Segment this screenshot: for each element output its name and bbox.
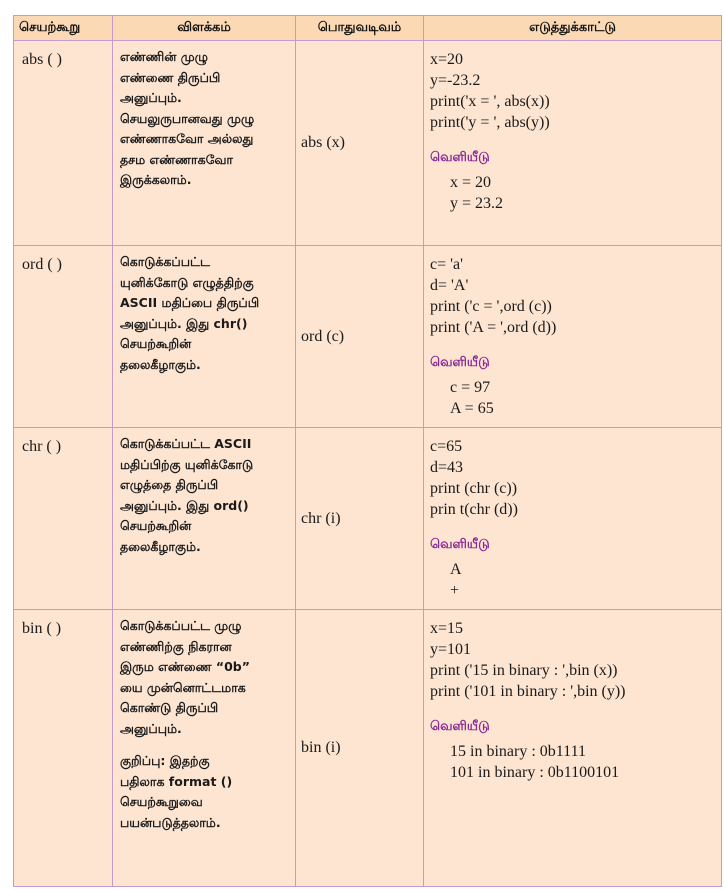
description-line: செயற்கூறின் [120, 518, 192, 533]
output-label: வெளியீடு [430, 537, 490, 552]
description-line: கொடுக்கப்பட்ட ASCII [120, 436, 252, 451]
note-line: பயன்படுத்தலாம். [120, 814, 221, 830]
output-line: 101 in binary : 0b1100101 [450, 764, 620, 781]
note-line: பதிலாக format () [120, 773, 233, 789]
example-cell [424, 428, 722, 610]
code-line: print ('c = ',ord (c)) [430, 298, 552, 315]
description-line: கொண்டு திருப்பி [120, 700, 219, 715]
description-cell [113, 428, 296, 610]
description-line: யை முன்னொட்டமாக [120, 679, 246, 695]
description-line: யுனிக்கோடு எழுத்திற்கு [120, 274, 254, 290]
description-line: எண்ணிற்கு நிகரான [120, 638, 232, 654]
code-line: x=20 [430, 51, 464, 68]
function-name-cell: chr ( ) [14, 428, 113, 610]
description-line: இருக்கலாம். [120, 172, 192, 187]
note-line: செயற்கூறுவை [120, 794, 203, 809]
output-line: x = 20 [450, 174, 492, 191]
output-label: வெளியீடு [430, 719, 490, 734]
code-line: print('x = ', abs(x)) [430, 93, 550, 110]
code-line: d= 'A' [430, 277, 469, 294]
description-line: அனுப்பும். [120, 90, 182, 105]
description-line: ASCII மதிப்பை திருப்பி [120, 295, 260, 310]
header-description: விளக்கம் [113, 16, 296, 41]
table-row [14, 428, 722, 610]
description-line: எழுத்தை திருப்பி [120, 477, 219, 492]
code-line: y=-23.2 [430, 72, 481, 89]
code-line: c= 'a' [430, 256, 463, 273]
description-line: எண்ணை திருப்பி [120, 69, 221, 85]
syntax-cell: ord (c) [296, 246, 424, 428]
output-line: + [450, 582, 460, 599]
example-cell [424, 246, 722, 428]
description-line: கொடுக்கப்பட்ட முழு [120, 618, 242, 633]
output-line: y = 23.2 [450, 195, 504, 212]
header-row [14, 16, 722, 41]
code-line: prin t(chr (d)) [430, 501, 518, 518]
function-name-cell: ord ( ) [14, 246, 113, 428]
description-line: அனுப்பும். இது chr() [120, 315, 248, 331]
header-function: செயற்கூறு [14, 16, 113, 41]
code-line: x=15 [430, 620, 464, 637]
code-line: d=43 [430, 459, 464, 476]
header-syntax: பொதுவடிவம் [296, 16, 424, 41]
description-line: எண்ணாகவோ அல்லது [120, 131, 254, 146]
description-line: அனுப்பும். இது ord() [120, 497, 249, 513]
syntax-cell: bin (i) [296, 610, 424, 887]
syntax-cell: chr (i) [296, 428, 424, 610]
description-cell [113, 246, 296, 428]
description-line: செயற்கூறின் [120, 336, 192, 351]
code-line: print('y = ', abs(y)) [430, 114, 550, 131]
output-line: A = 65 [450, 400, 494, 417]
output-line: c = 97 [450, 379, 491, 396]
code-line: print ('101 in binary : ',bin (y)) [430, 683, 626, 700]
description-line: தலைகீழாகும். [120, 538, 201, 554]
spacer [120, 739, 295, 751]
description-line: தசம எண்ணாகவோ [120, 151, 233, 167]
output-line: 15 in binary : 0b1111 [450, 743, 586, 760]
table-row [14, 246, 722, 428]
example-cell [424, 41, 722, 246]
output-label: வெளியீடு [430, 355, 490, 370]
table-row [14, 610, 722, 887]
code-line: c=65 [430, 438, 463, 455]
description-cell [113, 610, 296, 887]
output-line: A [450, 561, 462, 578]
function-name-cell: abs ( ) [14, 41, 113, 246]
description-cell [113, 41, 296, 246]
function-name-cell: bin ( ) [14, 610, 113, 887]
code-line: y=101 [430, 641, 472, 658]
code-line: print (chr (c)) [430, 480, 518, 497]
code-line: print ('15 in binary : ',bin (x)) [430, 662, 618, 679]
description-line: இரும எண்ணை “0b” [120, 659, 250, 674]
code-line: print ('A = ',ord (d)) [430, 319, 557, 336]
syntax-cell: abs (x) [296, 41, 424, 246]
table-row [14, 41, 722, 246]
description-line: தலைகீழாகும். [120, 356, 201, 372]
builtin-functions-table [13, 15, 722, 887]
example-cell [424, 610, 722, 887]
description-line: கொடுக்கப்பட்ட [120, 254, 210, 269]
note-line: குறிப்பு: இதற்கு [120, 753, 210, 768]
description-line: அனுப்பும். [120, 720, 182, 736]
output-label: வெளியீடு [430, 150, 490, 165]
header-example: எடுத்துக்காட்டு [424, 16, 722, 41]
description-line: எண்ணின் முழு [120, 49, 208, 64]
description-line: மதிப்பிற்கு யுனிக்கோடு [120, 456, 254, 472]
description-line: செயலுருபானவது முழு [120, 110, 255, 126]
